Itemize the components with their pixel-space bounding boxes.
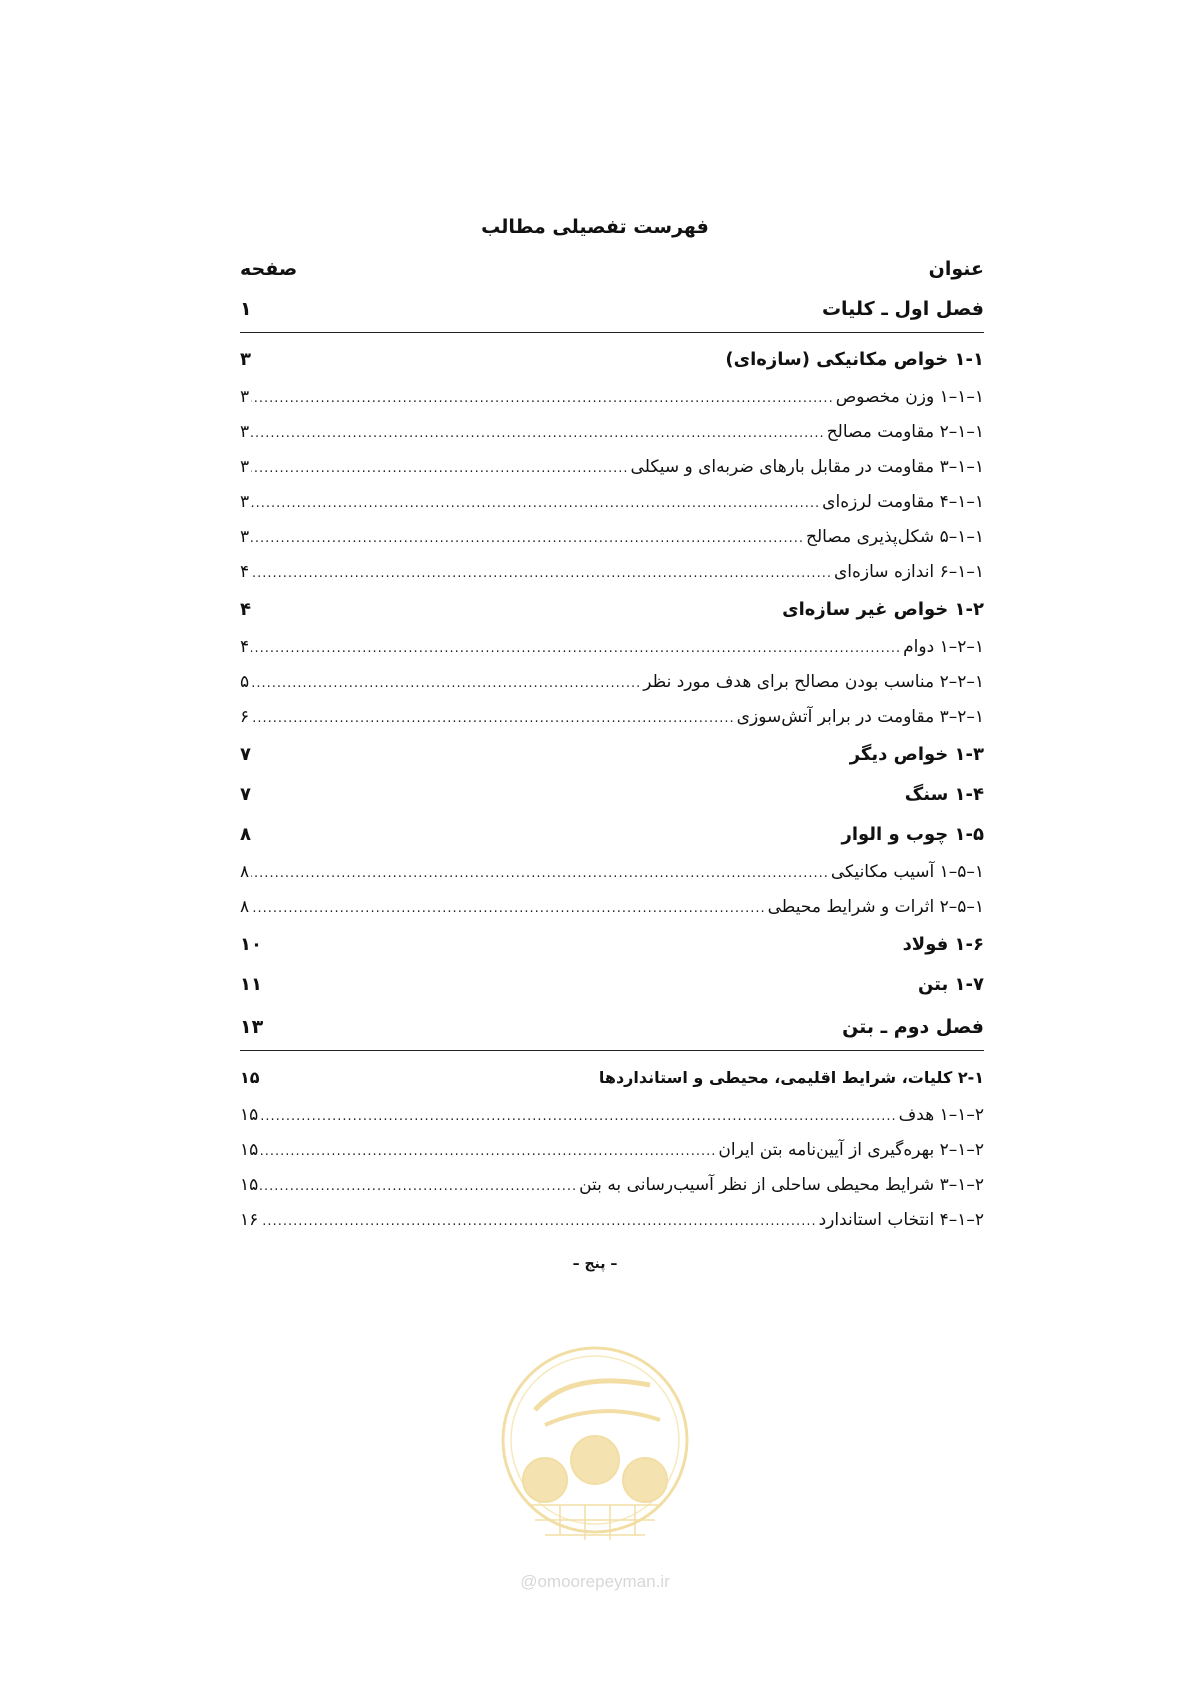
toc-subsection-row <box>240 629 984 664</box>
dot-leader <box>260 1214 816 1237</box>
toc-entry-page: ۶ <box>240 706 250 727</box>
toc-entry-page: ۳ <box>240 348 251 370</box>
toc-subsection-row <box>240 699 984 734</box>
toc-entry-title: ۲–۱–۳ شرایط محیطی ساحلی از نظر آسیب‌رسانی به بتن <box>579 1174 984 1195</box>
toc-entry-title: ۱–۱–۳ مقاومت در مقابل بارهای ضربه‌ای و سیکلی <box>630 456 984 477</box>
toc-section-row <box>240 589 984 629</box>
toc-subsection-row <box>240 414 984 449</box>
toc-entry-page: ۸ <box>240 861 250 882</box>
toc-entry-title: ۱-۶ فولاد <box>902 933 984 955</box>
toc-subsection-row <box>240 379 984 414</box>
toc-entry-title: ۱–۲–۲ مناسب بودن مصالح برای هدف مورد نظر <box>643 671 984 692</box>
toc-entry-title: ۱-۴ سنگ <box>904 783 984 805</box>
toc-entry-page: ۱۳ <box>240 1016 264 1038</box>
toc-entry-page: ۸ <box>240 896 250 917</box>
toc-header <box>240 252 984 286</box>
dot-leader <box>251 426 825 449</box>
dot-leader <box>251 531 804 554</box>
table-of-contents <box>240 252 984 1237</box>
toc-entry-title: فصل دوم ـ بتن <box>842 1016 984 1038</box>
toc-entry-title: ۱–۱–۱ وزن مخصوص <box>835 386 984 407</box>
toc-entry-page: ۱۶ <box>240 1209 259 1230</box>
toc-entry-page: ۴ <box>240 561 250 582</box>
toc-entry-title: ۱-۷ بتن <box>917 973 984 995</box>
toc-entry-page: ۷ <box>240 783 251 805</box>
toc-entry-page: ۱۵ <box>240 1174 259 1195</box>
toc-entry-title: ۱–۵–۱ آسیب مکانیکی <box>830 861 984 882</box>
toc-list <box>240 286 984 1237</box>
toc-entry-title: فصل اول ـ کلیات <box>821 298 984 320</box>
toc-entry-title: ۱–۱–۶ اندازه سازه‌ای <box>833 561 984 582</box>
toc-entry-title: ۱–۲–۳ مقاومت در برابر آتش‌سوزی <box>736 706 984 727</box>
toc-entry-title: ۲–۱–۱ هدف <box>898 1104 984 1125</box>
toc-subsection-row <box>240 1132 984 1167</box>
toc-entry-page: ۱۵ <box>240 1067 260 1087</box>
toc-entry-title: ۲–۱–۴ انتخاب استاندارد <box>818 1209 984 1230</box>
toc-entry-page: ۳ <box>240 526 250 547</box>
toc-entry-page: ۳ <box>240 421 250 442</box>
toc-entry-page: ۷ <box>240 743 251 765</box>
toc-entry-page: ۱۵ <box>240 1104 259 1125</box>
toc-subsection-row <box>240 449 984 484</box>
toc-subsection-row <box>240 1097 984 1132</box>
dot-leader <box>251 391 834 414</box>
dot-leader <box>251 711 735 734</box>
toc-subsection-row <box>240 484 984 519</box>
toc-entry-page: ۴ <box>240 598 251 620</box>
toc-section-row <box>240 774 984 814</box>
header-title-label: عنوان <box>928 258 984 280</box>
toc-section-row <box>240 814 984 854</box>
page-title: فهرست تفصیلی مطالب <box>481 216 709 238</box>
toc-chapter-row <box>240 1004 984 1051</box>
toc-entry-page: ۳ <box>240 456 250 477</box>
toc-section-row <box>240 734 984 774</box>
toc-entry-title: ۱-۵ چوب و الوار <box>841 823 984 845</box>
dot-leader <box>260 1144 716 1167</box>
toc-entry-page: ۴ <box>240 636 250 657</box>
toc-entry-title: ۲-۱ کلیات، شرایط اقلیمی، محیطی و استانداردها <box>598 1067 984 1087</box>
toc-entry-title: ۱-۱ خواص مکانیکی (سازه‌ای) <box>725 348 984 370</box>
toc-entry-title: ۱-۳ خواص دیگر <box>849 743 984 765</box>
dot-leader <box>251 901 766 924</box>
toc-subsection-row <box>240 854 984 889</box>
toc-section-row <box>240 339 984 379</box>
watermark-emblem-icon <box>490 1340 700 1570</box>
toc-entry-title: ۱–۱–۲ مقاومت مصالح <box>826 421 984 442</box>
dot-leader <box>251 496 820 519</box>
page-number-footer: – پنج – <box>572 1256 618 1272</box>
dot-leader <box>251 866 829 889</box>
toc-entry-page: ۱۵ <box>240 1139 259 1160</box>
toc-entry-title: ۱–۵–۲ اثرات و شرایط محیطی <box>767 896 984 917</box>
dot-leader <box>260 1179 577 1202</box>
toc-entry-page: ۸ <box>240 823 251 845</box>
toc-entry-title: ۱–۱–۴ مقاومت لرزه‌ای <box>822 491 984 512</box>
toc-entry-page: ۳ <box>240 386 250 407</box>
toc-entry-page: ۱ <box>240 298 252 320</box>
header-page-label: صفحه <box>240 258 298 280</box>
dot-leader <box>251 566 832 589</box>
toc-section-row <box>240 924 984 964</box>
toc-entry-page: ۳ <box>240 491 250 512</box>
dot-leader <box>251 461 628 484</box>
dot-leader <box>260 1109 896 1132</box>
toc-section-row <box>240 964 984 1004</box>
toc-entry-title: ۱–۲–۱ دوام <box>903 636 984 657</box>
watermark-logo <box>490 1340 700 1600</box>
toc-entry-title: ۲–۱–۲ بهره‌گیری از آیین‌نامه بتن ایران <box>718 1139 984 1160</box>
toc-subsection-row <box>240 519 984 554</box>
dot-leader <box>251 641 901 664</box>
toc-entry-title: ۱-۲ خواص غیر سازه‌ای <box>782 598 984 620</box>
toc-section-row <box>240 1057 984 1097</box>
toc-entry-page: ۱۰ <box>240 933 262 955</box>
toc-subsection-row <box>240 554 984 589</box>
toc-entry-page: ۵ <box>240 671 250 692</box>
toc-entry-page: ۱۱ <box>240 973 262 995</box>
toc-subsection-row <box>240 1202 984 1237</box>
toc-subsection-row <box>240 1167 984 1202</box>
toc-subsection-row <box>240 889 984 924</box>
toc-entry-title: ۱–۱–۵ شکل‌پذیری مصالح <box>806 526 984 547</box>
dot-leader <box>251 676 641 699</box>
toc-subsection-row <box>240 664 984 699</box>
watermark-url: @omoorepeyman.ir <box>520 1572 670 1591</box>
toc-chapter-row <box>240 286 984 333</box>
